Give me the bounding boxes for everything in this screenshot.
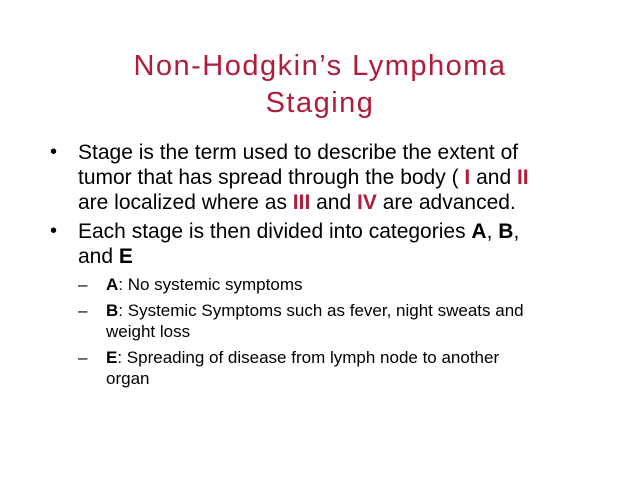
sub-text: : No systemic symptoms — [118, 275, 303, 294]
stage-ii: II — [516, 166, 529, 189]
bullet-text: and — [470, 166, 517, 189]
stage-i: I — [464, 166, 471, 189]
bullet-text: Each stage is then divided into categories — [78, 220, 472, 243]
sub-key: B — [106, 301, 119, 320]
dash-marker: – — [78, 301, 88, 320]
bullet-marker: • — [50, 141, 58, 163]
dash-marker: – — [78, 348, 88, 367]
sub-text: : Systemic Symptoms such as fever, night sweats and weight loss — [106, 301, 524, 341]
bullet-text: , — [486, 220, 499, 243]
category-a: A — [471, 220, 487, 243]
bullet-text: are advanced. — [376, 191, 516, 214]
bullet-stage-definition — [0, 140, 548, 215]
bullet-text: and — [310, 191, 358, 214]
sub-key: A — [106, 275, 119, 294]
category-b: B — [498, 220, 514, 243]
title-line-2: Staging — [265, 87, 375, 119]
stage-iv: IV — [357, 191, 377, 214]
dash-marker: – — [78, 275, 88, 294]
bullet-text: are localized where as — [78, 191, 293, 214]
slide-title — [60, 48, 580, 122]
sub-bullet-b — [0, 300, 536, 342]
sub-key: E — [106, 348, 118, 367]
bullet-marker: • — [50, 220, 58, 242]
title-line-1: Non-Hodgkin’s Lymphoma — [133, 50, 507, 82]
sub-bullet-e — [0, 347, 536, 389]
bullet-list — [0, 140, 638, 391]
sub-bullet-a — [0, 274, 536, 295]
bullet-text: , and — [78, 220, 520, 268]
stage-iii: III — [292, 191, 311, 214]
category-e: E — [118, 245, 133, 268]
bullet-text: Stage is the term used to describe the extent of tumor that has spread through the body ( — [78, 141, 519, 189]
bullet-categories — [0, 219, 548, 269]
sub-text: : Spreading of disease from lymph node to another organ — [106, 348, 500, 388]
